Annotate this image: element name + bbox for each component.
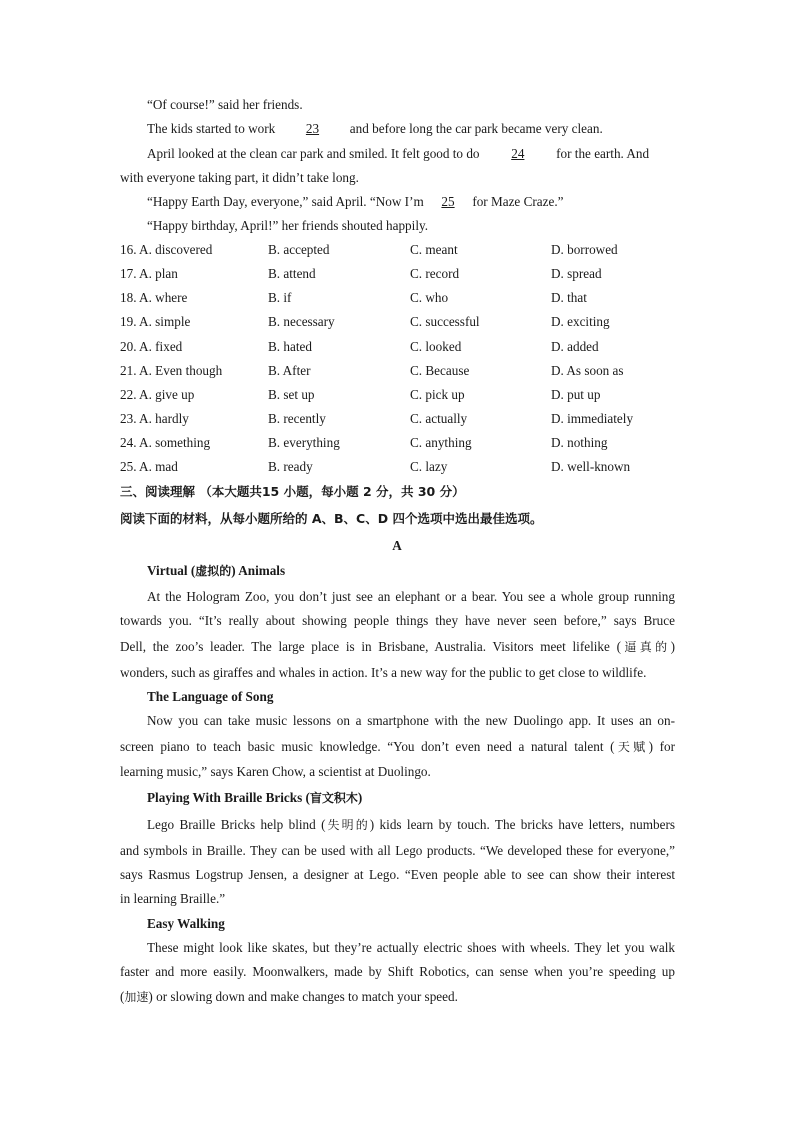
para-text: ) for	[648, 739, 675, 754]
option-d: D. nothing	[551, 435, 608, 450]
heading-text: Virtual (	[147, 563, 196, 578]
option-c: C. actually	[410, 411, 468, 426]
option-d: D. added	[551, 339, 599, 354]
para-gloss: 失明的	[325, 818, 370, 832]
story-text: April looked at the clean car park and smiled. It felt good to do	[147, 146, 483, 161]
paragraph-1-line-4: wonders, such as giraffes and whales in action. It’s a new way for the public to get close to wildlife.	[120, 665, 647, 680]
blank-24: 24	[511, 146, 525, 161]
story-line-6: “Happy birthday, April!” her friends shouted happily.	[147, 218, 429, 233]
option-c: C. record	[410, 266, 460, 281]
option-row-17	[120, 265, 680, 282]
paragraph-2-line-2	[120, 738, 675, 756]
article-heading-4: Easy Walking	[147, 916, 225, 931]
heading-text: )	[357, 790, 363, 805]
option-c: C. Because	[410, 363, 470, 378]
option-a: 22. A. give up	[120, 387, 195, 402]
option-b: B. ready	[268, 459, 313, 474]
article-heading-1	[147, 562, 675, 580]
para-text: (	[120, 989, 125, 1004]
blank-25: 25	[441, 194, 455, 209]
paragraph-3-line-4: in learning Braille.”	[120, 891, 226, 906]
paragraph-3-line-1	[147, 816, 675, 834]
option-c: C. lazy	[410, 459, 448, 474]
story-text: for the earth. And	[552, 146, 650, 161]
option-a: 16. A. discovered	[120, 242, 213, 257]
option-b: B. hated	[268, 339, 312, 354]
paragraph-1-line-2: towards you. “It’s really about showing people things they have never seen before,” says Bruce	[120, 613, 675, 628]
option-row-21	[120, 362, 680, 379]
option-a: 21. A. Even though	[120, 363, 223, 378]
option-d: D. put up	[551, 387, 601, 402]
para-gloss: 逼真的	[620, 640, 671, 654]
option-row-18	[120, 289, 680, 306]
option-d: D. borrowed	[551, 242, 618, 257]
para-text: ) or slowing down and make changes to match your speed.	[148, 989, 458, 1004]
option-d: D. exciting	[551, 314, 610, 329]
option-a: 20. A. fixed	[120, 339, 183, 354]
story-text: The kids started to work	[147, 121, 279, 136]
para-gloss: 天赋	[614, 740, 649, 754]
para-text: Dell, the zoo’s leader. The large place is in Brisbane, Australia. Visitors meet lifelike (	[120, 639, 621, 654]
paragraph-4-line-1: These might look like skates, but they’re actually electric shoes with wheels. They let you walk	[147, 940, 675, 955]
para-gloss: 加速	[124, 990, 149, 1004]
option-c: C. who	[410, 290, 449, 305]
option-d: D. immediately	[551, 411, 634, 426]
option-d: D. well-known	[551, 459, 631, 474]
story-line-3	[147, 145, 675, 162]
option-b: B. attend	[268, 266, 316, 281]
section-heading: 三、阅读理解 （本大题共15 小题，每小题 2 分，共 30 分）	[120, 484, 465, 499]
blank-23: 23	[305, 121, 320, 136]
para-text: )	[670, 639, 675, 654]
passage-label: A	[392, 538, 402, 553]
option-b: B. accepted	[268, 242, 330, 257]
option-d: D. that	[551, 290, 587, 305]
paragraph-3-line-2: and symbols in Braille. They can be used with all Lego products. “We developed these for everyone,”	[120, 843, 675, 858]
option-b: B. if	[268, 290, 292, 305]
option-c: C. successful	[410, 314, 480, 329]
option-d: D. spread	[551, 266, 602, 281]
option-b: B. set up	[268, 387, 315, 402]
option-c: C. meant	[410, 242, 458, 257]
option-row-20	[120, 338, 680, 355]
paragraph-4-line-2: faster and more easily. Moonwalkers, made by Shift Robotics, can sense when you’re speeding up	[120, 964, 675, 979]
para-text: screen piano to teach basic music knowledge. “You don’t even need a natural talent (	[120, 739, 615, 754]
para-text: Lego Braille Bricks help blind (	[147, 817, 326, 832]
option-c: C. anything	[410, 435, 472, 450]
story-line-4: with everyone taking part, it didn’t take long.	[120, 170, 359, 185]
option-b: B. everything	[268, 435, 340, 450]
option-c: C. pick up	[410, 387, 465, 402]
option-a: 24. A. something	[120, 435, 211, 450]
article-heading-3	[147, 789, 675, 807]
paragraph-1-line-3	[120, 638, 675, 656]
story-text: and before long the car park became very clean.	[346, 121, 603, 136]
option-row-19	[120, 313, 680, 330]
option-b: B. recently	[268, 411, 326, 426]
option-row-25	[120, 458, 680, 475]
section-instruction: 阅读下面的材料，从每小题所给的 A、B、C、D 四个选项中选出最佳选项。	[120, 511, 543, 526]
option-a: 25. A. mad	[120, 459, 178, 474]
option-a: 18. A. where	[120, 290, 188, 305]
paragraph-3-line-3: says Rasmus Logstrup Jensen, a designer at Lego. “Even people able to see can show their interest	[120, 867, 675, 882]
story-line-5	[147, 193, 675, 210]
heading-gloss: 虚拟的	[195, 564, 232, 578]
para-text: ) kids learn by touch. The bricks have letters, numbers	[369, 817, 675, 832]
paragraph-2-line-3: learning music,” says Karen Chow, a scientist at Duolingo.	[120, 764, 431, 779]
option-a: 23. A. hardly	[120, 411, 189, 426]
heading-gloss: 盲文积木	[309, 791, 358, 805]
story-line-2	[147, 120, 675, 137]
option-row-23	[120, 410, 680, 427]
paragraph-4-line-3	[120, 988, 675, 1006]
option-d: D. As soon as	[551, 363, 624, 378]
story-line-1: “Of course!” said her friends.	[147, 97, 303, 112]
story-text: for Maze Craze.”	[469, 194, 564, 209]
option-a: 17. A. plan	[120, 266, 178, 281]
paragraph-1-line-1: At the Hologram Zoo, you don’t just see an elephant or a bear. You see a whole group running	[147, 589, 675, 604]
heading-text: Playing With Braille Bricks (	[147, 790, 310, 805]
heading-text: ) Animals	[231, 563, 286, 578]
option-row-24	[120, 434, 680, 451]
option-a: 19. A. simple	[120, 314, 191, 329]
option-b: B. necessary	[268, 314, 335, 329]
article-heading-2: The Language of Song	[147, 689, 274, 704]
option-c: C. looked	[410, 339, 462, 354]
option-b: B. After	[268, 363, 311, 378]
option-row-22	[120, 386, 680, 403]
story-text: “Happy Earth Day, everyone,” said April. “Now I’m	[147, 194, 428, 209]
paragraph-2-line-1: Now you can take music lessons on a smartphone with the new Duolingo app. It uses an on-	[147, 713, 675, 728]
option-row-16	[120, 241, 680, 258]
